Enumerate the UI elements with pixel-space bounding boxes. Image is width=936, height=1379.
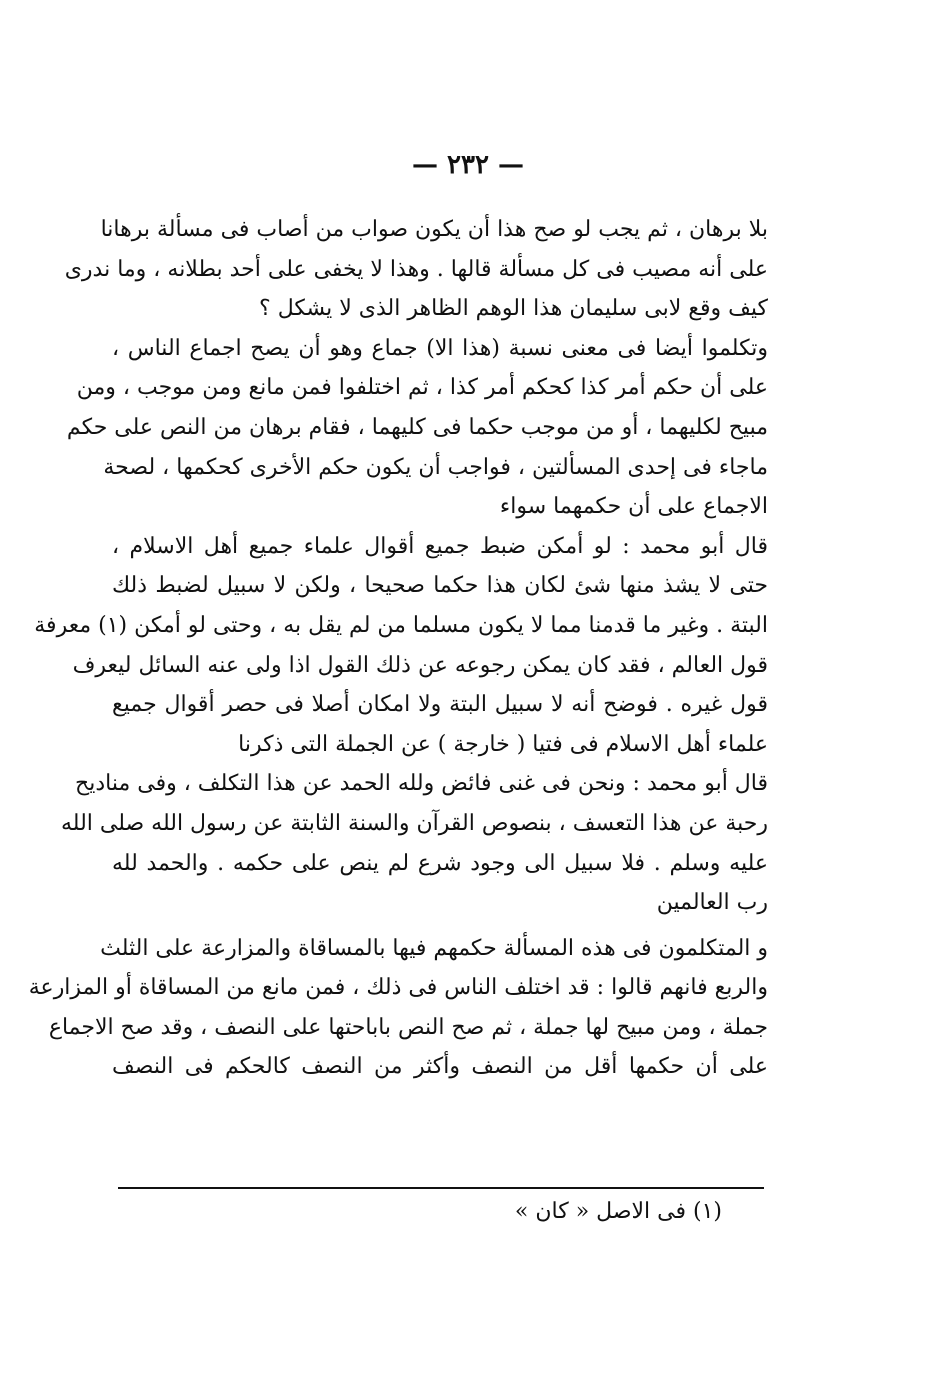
text-line: عليه وسلم . فلا سبيل الى وجود شرع لم ينص على حكمه . والحمد لله	[112, 850, 768, 876]
text-line: علماء أهل الاسلام فى فتيا ( خارجة ) عن الجملة التى ذكرنا	[238, 731, 768, 757]
paragraph	[60, 764, 768, 922]
text-line: قال أبو محمد : ونحن فى غنى فائض ولله الحمد عن هذا التكلف ، وفى مناديح	[75, 771, 768, 797]
footnote: (١) فى الاصل « كان »	[514, 1199, 722, 1224]
text-line: بلا برهان ، ثم يجب لو صح هذا أن يكون صواب من أصاب فى مسألة برهانا	[100, 217, 768, 242]
text-line: و المتكلمون فى هذه المسألة حكمهم فيها بالمساقاة والمزارعة على الثلث	[100, 935, 768, 961]
text-line: حتى لا يشذ منها شئ لكان هذا حكما صحيحا ، ولكن لا سبيل لضبط ذلك	[112, 573, 768, 599]
text-line: قال أبو محمد : لو أمكن ضبط جميع أقوال علماء جميع أهل الاسلام ،	[112, 533, 769, 559]
text-line: رب العالمين	[656, 890, 768, 916]
text-line: البتة . وغير ما قدمنا مما لا يكون مسلما من لم يقل به ، وحتى لو أمكن (١) معرفة	[34, 612, 768, 638]
text-line: مبيح لكليهما ، أو من موجب حكما فى كليهما ، فقام برهان من النص على حكم	[66, 414, 768, 440]
text-line: على أنه مصيب فى كل مسألة قالها . وهذا لا يخفى على أحد بطلانه ، وما ندرى	[64, 256, 768, 282]
paragraph	[34, 527, 769, 765]
footnote-divider	[118, 1187, 764, 1189]
text-line: جملة ، ومن مبيح لها جملة ، ثم صح النص باباحتها على النصف ، وقد صح الاجماع	[48, 1014, 768, 1040]
paragraph	[66, 329, 768, 527]
text-line: قول غيره . فوضح أنه لا سبيل البتة ولا امكان أصلا فى حصر أقوال جميع	[112, 692, 768, 718]
text-line: والربع فانهم قالوا : قد اختلف الناس فى ذلك ، فمن مانع من المساقاة أو المزارعة	[28, 975, 768, 1001]
paragraph	[28, 929, 768, 1087]
text-line: كيف وقع لابى سليمان هذا الوهم الظاهر الذى لا يشكل ؟	[259, 296, 768, 322]
text-line: وتكلموا أيضا فى معنى نسبة (هذا الا) جماع وهو أن يصح اجماع الناس ،	[112, 335, 768, 361]
text-line: قول العالم ، فقد كان يمكن رجوعه عن ذلك القول اذا ولى عنه السائل ليعرف	[72, 652, 768, 678]
main-text	[28, 210, 769, 1087]
text-line: رحبة عن هذا التعسف ، بنصوص القرآن والسنة الثابتة عن رسول الله صلى الله	[60, 810, 768, 836]
text-line: على أن حكم أمر كذا كحكم أمر كذا ، ثم اختلفوا فمن مانع ومن موجب ، ومن	[76, 375, 768, 401]
text-line: ماجاء فى إحدى المسألتين ، فواجب أن يكون حكم الأخرى كحكمها ، لصحة	[103, 454, 768, 480]
text-line: الاجماع على أن حكمهما سواء	[499, 494, 768, 520]
page-number: — ٢٣٢ —	[411, 150, 525, 180]
text-line: على أن حكمها أقل من النصف وأكثر من النصف كالحكم فى النصف	[112, 1054, 768, 1080]
paragraph	[64, 210, 768, 329]
